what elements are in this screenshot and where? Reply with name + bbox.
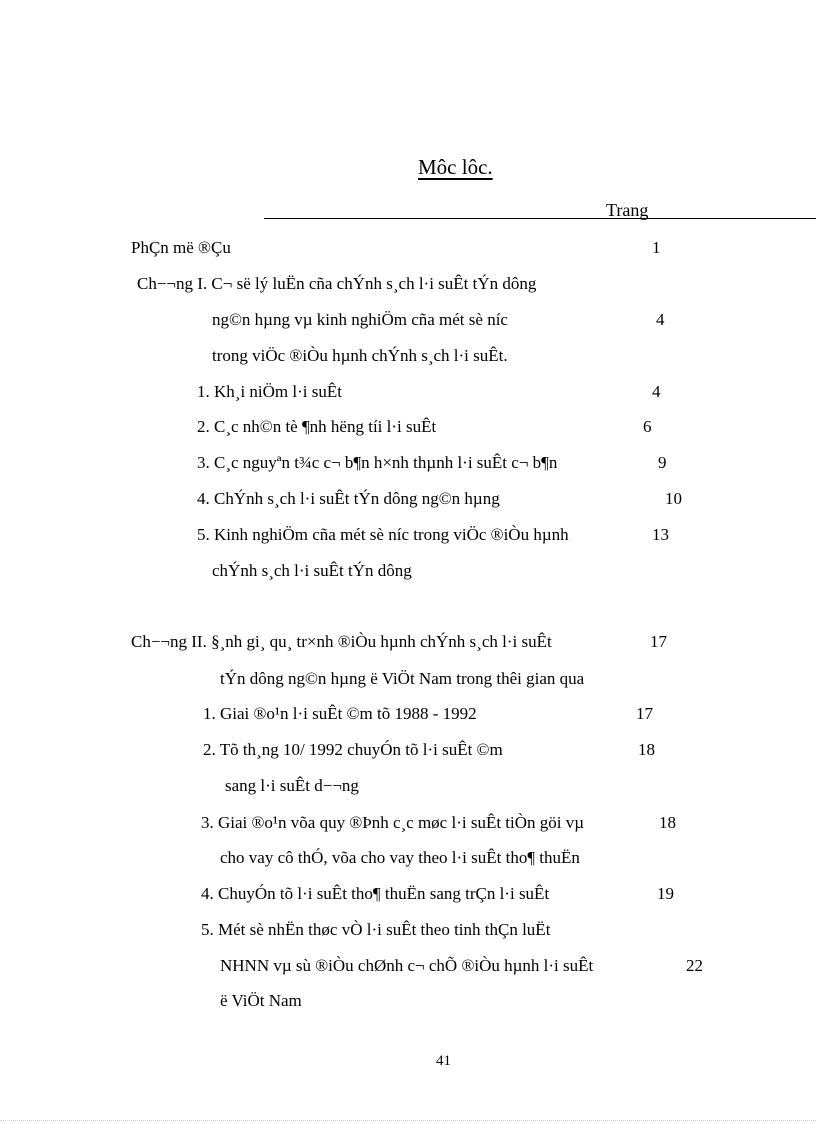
- toc-entry-text: PhÇn më ®Çu: [131, 238, 231, 257]
- toc-entry-page: 17: [636, 704, 653, 723]
- toc-entry-text: 1. Giai ®o¹n l·i suÊt ©m tõ 1988 - 1992: [203, 704, 477, 723]
- toc-entry-page: 9: [658, 453, 667, 472]
- toc-title: Môc lôc.: [418, 155, 493, 179]
- toc-entry-page: 18: [659, 813, 676, 832]
- toc-entry-text: 4. ChÝnh s¸ch l·i suÊt tÝn dông ng©n hµng: [197, 489, 500, 508]
- toc-entry-text: tÝn dông ng©n hµng ë ViÖt Nam trong thêi gian qua: [220, 669, 585, 688]
- toc-entry-page: 13: [652, 525, 669, 544]
- toc-entry-page: 22: [686, 956, 703, 975]
- toc-entry-text: sang l·i suÊt d−¬ng: [225, 776, 359, 795]
- toc-entry-page: 1: [652, 238, 661, 257]
- toc-entry-page: 19: [657, 884, 674, 903]
- toc-entry-text: 3. C¸c nguyªn t¾c c¬ b¶n h×nh thµnh l·i suÊt c¬ b¶n: [197, 453, 558, 472]
- footer-page-number: 41: [436, 1053, 451, 1069]
- page-column-header: Trang: [606, 200, 649, 220]
- toc-entry-page: 4: [656, 310, 665, 329]
- toc-entry-page: 4: [652, 382, 661, 401]
- toc-entry-text: 2. C¸c nh©n tè ¶nh hëng tíi l·i suÊt: [197, 417, 437, 436]
- toc-entry-text: Ch−¬ng II. §¸nh gi¸ qu¸ tr×nh ®iÒu hµnh chÝnh s¸ch l·i suÊt: [131, 632, 552, 651]
- toc-entry-text: Ch−¬ng I. C¬ së lý luËn cña chÝnh s¸ch l·i suÊt tÝn dông: [137, 274, 537, 293]
- toc-entry-text: ng©n hµng vµ kinh nghiÖm cña mét sè níc: [212, 310, 508, 329]
- toc-entry-text: 3. Giai ®o¹n võa quy ®Þnh c¸c møc l·i suÊt tiÒn göi vµ: [201, 813, 585, 832]
- toc-entry-text: trong viÖc ®iÒu hµnh chÝnh s¸ch l·i suÊt.: [212, 346, 508, 365]
- toc-entry-text: NHNN vµ sù ®iÒu chØnh c¬ chÕ ®iÒu hµnh l·i suÊt: [220, 956, 594, 975]
- toc-entry-text: cho vay cô thÓ, võa cho vay theo l·i suÊt tho¶ thuËn: [220, 848, 580, 867]
- toc-entry-page: 10: [665, 489, 682, 508]
- toc-entry-text: 4. ChuyÓn tõ l·i suÊt tho¶ thuËn sang trÇn l·i suÊt: [201, 884, 550, 903]
- toc-entry-text: 5. Kinh nghiÖm cña mét sè níc trong viÖc ®iÒu hµnh: [197, 525, 569, 544]
- toc-entry-text: 1. Kh¸i niÖm l·i suÊt: [197, 382, 342, 401]
- toc-entry-text: chÝnh s¸ch l·i suÊt tÝn dông: [212, 561, 412, 580]
- toc-entry-text: 5. Mét sè nhËn thøc vÒ l·i suÊt theo tinh thÇn luËt: [201, 920, 551, 939]
- header-rule: [264, 218, 816, 219]
- toc-entry-text: ë ViÖt Nam: [220, 991, 302, 1010]
- toc-entry-page: 17: [650, 632, 667, 651]
- page-bottom-edge: [0, 1120, 816, 1121]
- toc-entry-page: 18: [638, 740, 655, 759]
- toc-entry-page: 6: [643, 417, 652, 436]
- toc-entry-text: 2. Tõ th¸ng 10/ 1992 chuyÓn tõ l·i suÊt ©m: [203, 740, 503, 759]
